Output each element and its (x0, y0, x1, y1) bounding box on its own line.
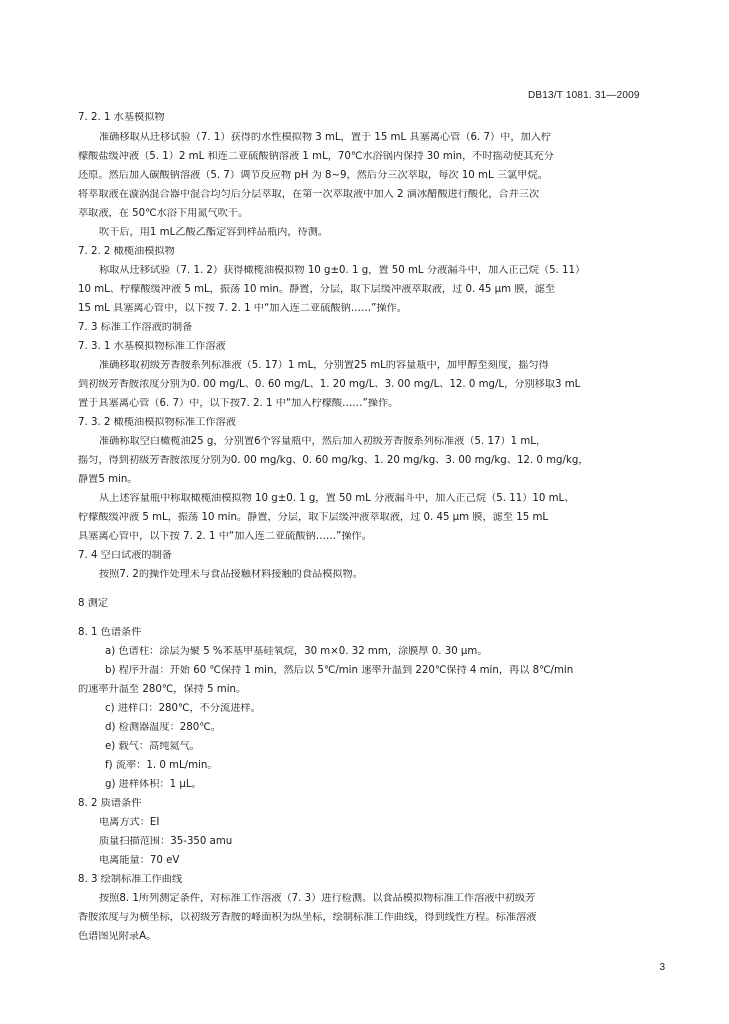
section-heading-7-3-2: 7. 3. 2 橄榄油模拟物标准工作溶液 (78, 417, 236, 428)
paragraph-line: 香胺浓度与为横坐标，以初级芳香胺的峰面积为纵坐标，绘制标准工作曲线，得到线性方程。标准溶液 (78, 912, 537, 923)
paragraph-line: 称取从迁移试验（7. 1. 2）获得橄榄油模拟物 10 g±0. 1 g，置 50 mL 分液漏斗中，加入正己烷（5. 11） (99, 265, 586, 276)
paragraph-line: 质量扫描范围：35-350 amu (99, 836, 233, 847)
section-heading-8-3: 8. 3 绘制标准工作曲线 (78, 874, 183, 885)
paragraph-line: 萃取液，在 50℃水浴下用氮气吹干。 (78, 208, 249, 219)
paragraph-line: 按照7. 2的操作处理未与食品接触材料接触的食品模拟物。 (99, 569, 363, 580)
paragraph-line: 檬酸盐缓冲液（5. 1）2 mL 和连二亚硫酸钠溶液 1 mL，70℃水浴锅内保持 30 min，不时摇动使其充分 (78, 151, 554, 162)
paragraph-line: 准确移取从迁移试验（7. 1）获得的水性模拟物 3 mL，置于 15 mL 具塞离心管（6. 7）中，加入柠 (99, 132, 552, 143)
paragraph-line: 电离能量：70 eV (99, 855, 180, 866)
section-heading-7-3: 7. 3 标准工作溶液的制备 (78, 322, 193, 333)
paragraph-line: 置于具塞离心管（6. 7）中，以下按7. 2. 1 中“加入柠檬酸……”操作。 (78, 398, 399, 409)
paragraph-line: 准确移取初级芳香胺系列标准液（5. 17）1 mL，分别置25 mL的容量瓶中，加甲醇至刻度，摇匀得 (99, 360, 549, 371)
paragraph-line: 准确称取空白橄榄油25 g，分别置6个容量瓶中，然后加入初级芳香胺系列标准液（5. 17）1 mL， (99, 436, 547, 447)
paragraph-line: 色谱图见附录A。 (78, 931, 157, 942)
paragraph-line: 将萃取液在漩涡混合器中混合均匀后分层萃取，在第一次萃取液中加入 2 滴冰醋酸进行酸化，合并三次 (78, 189, 540, 200)
document-code-header: DB13/T 1081. 31—2009 (528, 90, 640, 101)
paragraph-line: 柠檬酸缓冲液 5 mL，振荡 10 min。静置，分层，取下层缓冲液萃取液，过 0. 45 μm 膜，滤至 15 mL (78, 512, 549, 523)
paragraph-line: 从上述容量瓶中称取橄榄油模拟物 10 g±0. 1 g，置 50 mL 分液漏斗中，加入正己烷（5. 11）10 mL、 (99, 493, 575, 504)
list-item-d: d) 检测器温度：280℃。 (105, 722, 221, 733)
list-item-g: g) 进样体积：1 μL。 (105, 779, 202, 790)
paragraph-line: 按照8. 1所列测定条件，对标准工作溶液（7. 3）进行检测。以食品模拟物标准工作溶液中初级芳 (99, 893, 536, 904)
paragraph-line: 还原。然后加入碳酸钠溶液（5. 7）调节反应物 pH 为 8~9，然后分三次萃取，每次 10 mL 三氯甲烷。 (78, 170, 548, 181)
list-item-b-continued: 的速率升温至 280℃，保持 5 min。 (78, 684, 247, 695)
section-heading-8-2: 8. 2 质谱条件 (78, 798, 142, 809)
section-heading-8: 8 测定 (78, 598, 109, 609)
section-heading-7-2-2: 7. 2. 2 橄榄油模拟物 (78, 246, 175, 257)
section-heading-7-3-1: 7. 3. 1 水基模拟物标准工作溶液 (78, 341, 226, 352)
list-item-b: b) 程序升温：开始 60 ℃保持 1 min，然后以 5℃/min 速率升温到 220℃保持 4 min，再以 8℃/min (105, 665, 574, 676)
list-item-f: f) 流率：1. 0 mL/min。 (105, 760, 218, 771)
list-item-c: c) 进样口：280℃，不分流进样。 (105, 703, 261, 714)
paragraph-line: 静置5 min。 (78, 474, 138, 485)
paragraph-line: 具塞离心管中，以下按 7. 2. 1 中“加入连二亚硫酸钠……”操作。 (78, 531, 372, 542)
paragraph-line: 吹干后，用1 mL乙酸乙酯定容到样品瓶内，待测。 (99, 227, 329, 238)
paragraph-line: 电离方式：EI (99, 817, 160, 828)
section-heading-7-4: 7. 4 空白试液的制备 (78, 550, 172, 561)
paragraph-line: 到初级芳香胺浓度分别为0. 00 mg/L、0. 60 mg/L、1. 20 mg/L、3. 00 mg/L、12. 0 mg/L，分别移取3 mL (78, 379, 581, 390)
list-item-e: e) 载气：高纯氦气。 (105, 741, 200, 752)
paragraph-line: 15 mL 具塞离心管中，以下按 7. 2. 1 中“加入连二亚硫酸钠……”操作。 (78, 303, 407, 314)
paragraph-line: 10 mL、柠檬酸缓冲液 5 mL，振荡 10 min。静置，分层，取下层缓冲液萃取液，过 0. 45 μm 膜，滤至 (78, 284, 556, 295)
section-heading-7-2-1: 7. 2. 1 水基模拟物 (78, 112, 165, 123)
list-item-a: a) 色谱柱：涂层为聚 5 %苯基甲基硅氧烷，30 m×0. 32 mm，涂膜厚 0. 30 μm。 (105, 646, 488, 657)
page-number: 3 (659, 962, 665, 973)
section-heading-8-1: 8. 1 色谱条件 (78, 627, 142, 638)
paragraph-line: 摇匀，得到初级芳香胺浓度分别为0. 00 mg/kg、0. 60 mg/kg、1. 20 mg/kg、3. 00 mg/kg、12. 0 mg/kg， (78, 455, 589, 466)
